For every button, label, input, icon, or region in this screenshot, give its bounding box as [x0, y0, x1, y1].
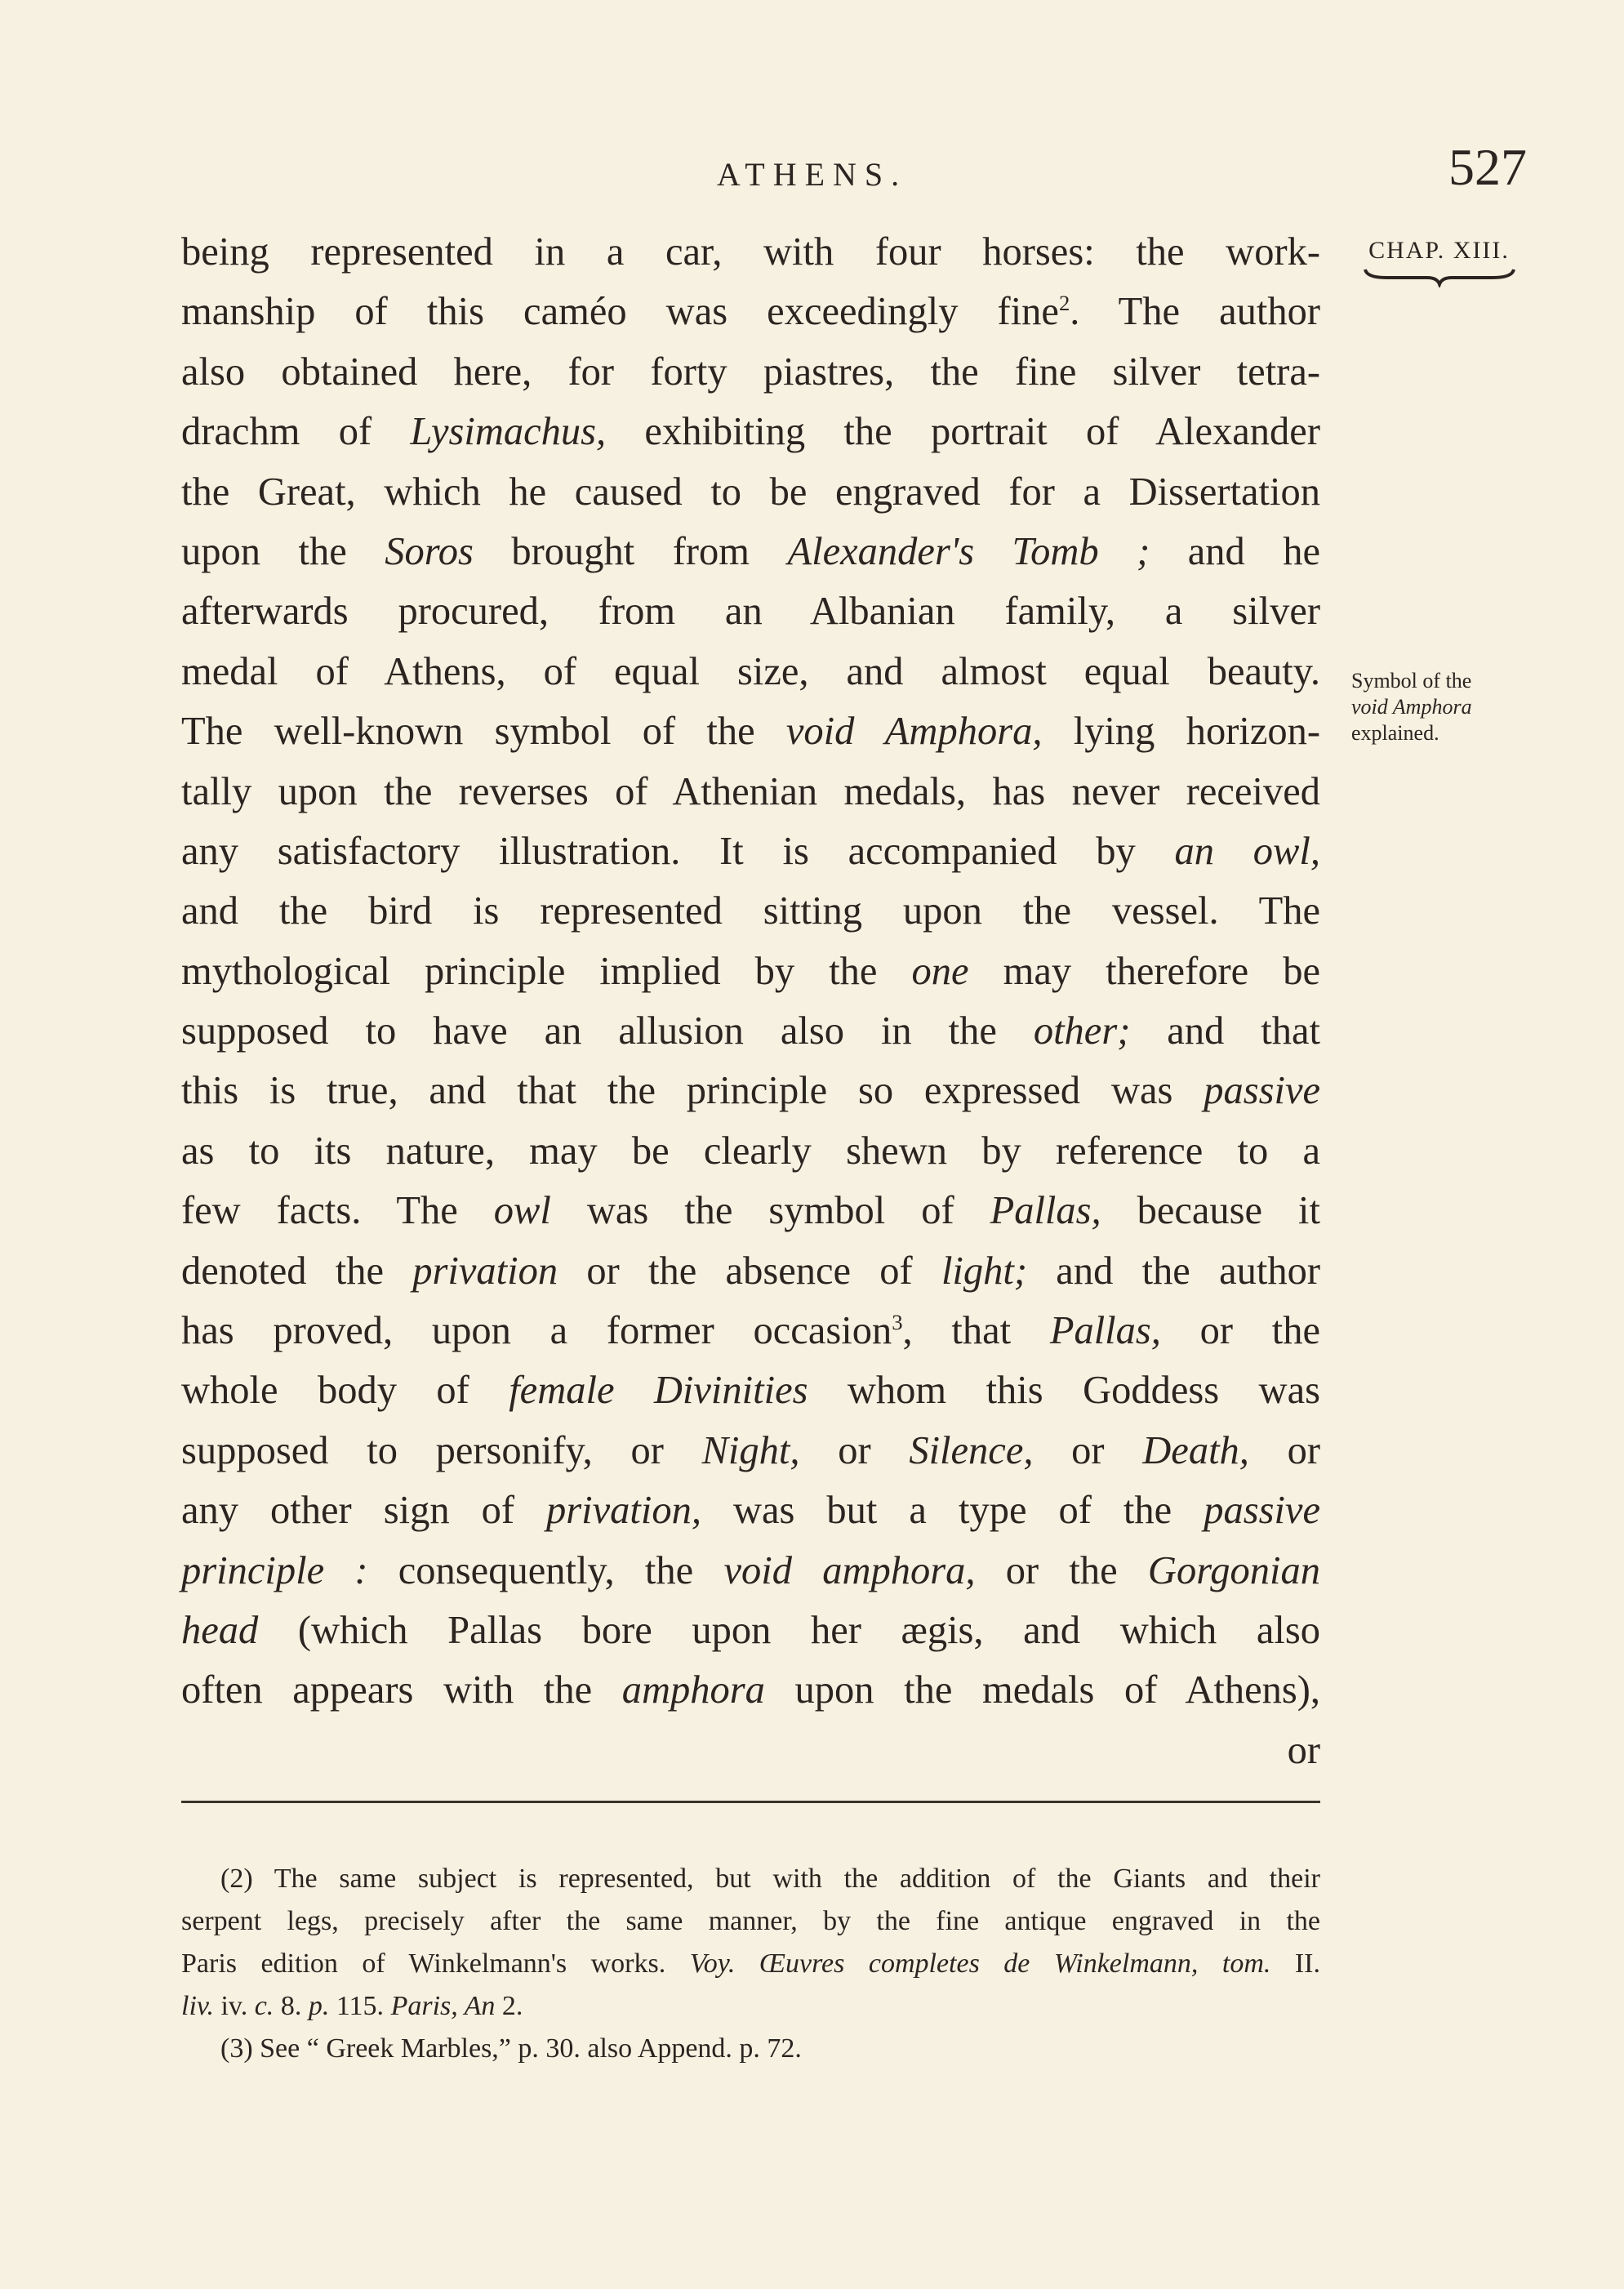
footnote-line: [181, 1985, 1320, 2028]
italic-text: Soros: [385, 529, 474, 573]
text-run: (2) The same subject is represented, but with the addition of the Giants and their: [220, 1864, 1320, 1894]
footnotes: [181, 1858, 1320, 2070]
italic-text: light;: [941, 1249, 1028, 1293]
footnote-ref: 2: [1058, 291, 1070, 316]
text-run: or: [1287, 1728, 1320, 1772]
italic-text: liv.: [181, 1991, 214, 2021]
italic-text: other;: [1033, 1009, 1131, 1053]
italic-text: an owl,: [1174, 829, 1320, 873]
text-run: . The author: [1070, 290, 1320, 334]
body-line: [181, 402, 1320, 461]
text-run: denoted the: [181, 1249, 413, 1293]
text-run: or the absence of: [558, 1249, 941, 1293]
text-run: upon the medals of Athens),: [764, 1668, 1321, 1712]
body-line: [181, 462, 1320, 522]
text-run: 8.: [274, 1991, 309, 2021]
text-run: iv.: [213, 1991, 255, 2021]
italic-text: c.: [254, 1991, 274, 2021]
text-run: serpent legs, precisely after the same manner, by the fine antique engraved in the: [181, 1906, 1320, 1936]
footnote-ref: 3: [892, 1309, 903, 1334]
text-run: 115.: [329, 1991, 391, 2021]
text-run: supposed to personify, or: [181, 1428, 702, 1472]
italic-text: Lysimachus,: [410, 410, 607, 454]
body-line: [181, 1241, 1320, 1301]
text-run: 2.: [495, 1991, 523, 2021]
chapter-label: CHAP. XIII.: [1368, 237, 1510, 264]
footnote-line: [181, 2028, 1320, 2070]
body-line: [181, 222, 1320, 282]
text-run: The well-known symbol of the: [181, 710, 786, 754]
text-run: brought from: [473, 529, 788, 573]
italic-text: Alexander's Tomb ;: [787, 529, 1150, 573]
italic-text: principle :: [181, 1548, 368, 1592]
italic-text: Night,: [701, 1428, 800, 1472]
text-run: because it: [1101, 1189, 1320, 1233]
italic-text: void amphora,: [723, 1548, 976, 1592]
italic-text: void Amphora,: [785, 710, 1043, 754]
text-run: (3) See “ Greek Marbles,” p. 30. also Append. p. 72.: [220, 2033, 802, 2064]
text-run: or: [1248, 1428, 1321, 1472]
body-line: [181, 1001, 1320, 1061]
body-text: [181, 222, 1320, 1780]
text-run: whom this Goddess was: [808, 1369, 1320, 1413]
brace-ornament: [1362, 266, 1517, 287]
marginal-note-line: void Amphora: [1351, 695, 1472, 719]
body-line: [181, 822, 1320, 881]
body-line: [181, 1481, 1320, 1540]
body-line: [181, 282, 1320, 341]
text-run: consequently, the: [367, 1548, 724, 1592]
italic-text: passive: [1204, 1489, 1320, 1533]
marginal-note-line: Symbol of the: [1351, 669, 1472, 692]
text-run: often appears with the: [181, 1668, 622, 1712]
italic-text: Pallas,: [1049, 1309, 1161, 1353]
body-line: [181, 1601, 1320, 1660]
text-run: exhibiting the portrait of Alexander: [606, 410, 1320, 454]
italic-text: Paris, An: [390, 1991, 496, 2021]
text-run: or the: [1160, 1309, 1320, 1353]
italic-text: privation: [412, 1249, 558, 1293]
text-run: mythological principle implied by the: [181, 949, 912, 993]
marginal-note: [1351, 668, 1523, 746]
text-run: or the: [975, 1548, 1148, 1592]
text-run: lying horizon-: [1042, 710, 1320, 754]
text-run: or: [1033, 1428, 1143, 1472]
body-line: [181, 1660, 1320, 1720]
text-run: manship of this caméo was exceedingly fine: [181, 290, 1059, 334]
italic-text: amphora: [621, 1668, 765, 1712]
body-line: [181, 342, 1320, 402]
text-run: any other sign of: [181, 1489, 547, 1533]
italic-text: privation,: [546, 1489, 701, 1533]
text-run: or: [799, 1428, 910, 1472]
italic-text: female Divinities: [509, 1369, 808, 1413]
body-line: [181, 701, 1320, 761]
text-run: supposed to have an allusion also in the: [181, 1009, 1034, 1053]
text-run: and the bird is represented sitting upon the vessel. The: [181, 889, 1320, 933]
text-run: few facts. The: [181, 1189, 494, 1233]
text-run: tally upon the reverses of Athenian medals, has never received: [181, 769, 1320, 813]
footnote-line: [181, 1858, 1320, 1900]
italic-text: head: [181, 1608, 259, 1652]
body-line: [181, 1541, 1320, 1601]
italic-text: Death,: [1142, 1428, 1249, 1472]
body-line: [181, 581, 1320, 641]
page-number: 527: [1448, 138, 1527, 196]
text-run: upon the: [181, 529, 385, 573]
text-run: was but a type of the: [701, 1489, 1204, 1533]
running-head: ATHENS.: [716, 156, 908, 193]
italic-text: p.: [308, 1991, 330, 2021]
text-run: any satisfactory illustration. It is accompanied by: [181, 829, 1175, 873]
text-run: afterwards procured, from an Albanian family, a silver: [181, 590, 1320, 634]
marginal-note-line: explained.: [1351, 721, 1439, 745]
text-run: has proved, upon a former occasion: [181, 1309, 892, 1353]
text-run: being represented in a car, with four horses: the work-: [181, 230, 1320, 274]
text-run: may therefore be: [968, 949, 1320, 993]
italic-text: one: [911, 949, 969, 993]
body-line: [181, 881, 1320, 941]
text-run: also obtained here, for forty piastres, the fine silver tetra-: [181, 350, 1320, 394]
chapter-sidenote: [1359, 237, 1519, 287]
body-line: [181, 942, 1320, 1001]
text-run: II.: [1270, 1948, 1320, 1979]
body-line: [181, 1360, 1320, 1420]
footnote-line: [181, 1900, 1320, 1943]
body-line: [181, 1061, 1320, 1120]
footnote-line: [181, 1943, 1320, 1985]
text-run: medal of Athens, of equal size, and almost equal beauty.: [181, 649, 1320, 693]
body-line: [181, 1301, 1320, 1360]
body-line: [181, 1121, 1320, 1181]
italic-text: Silence,: [909, 1428, 1034, 1472]
text-run: and that: [1130, 1009, 1320, 1053]
text-run: drachm of: [181, 410, 411, 454]
italic-text: Gorgonian: [1147, 1548, 1320, 1592]
body-line: [181, 1721, 1320, 1780]
body-line: [181, 1181, 1320, 1240]
text-run: and the author: [1027, 1249, 1320, 1293]
italic-text: Voy. Œuvres completes de Winkelmann, tom.: [689, 1948, 1271, 1979]
italic-text: owl: [493, 1189, 551, 1233]
body-line: [181, 522, 1320, 581]
text-run: and he: [1150, 529, 1320, 573]
italic-text: passive: [1204, 1069, 1320, 1113]
text-run: the Great, which he caused to be engraved for a Dissertation: [181, 470, 1320, 514]
text-run: this is true, and that the principle so expressed was: [181, 1069, 1204, 1113]
text-run: (which Pallas bore upon her ægis, and which also: [258, 1608, 1320, 1652]
italic-text: Pallas,: [990, 1189, 1101, 1233]
body-line: [181, 1421, 1320, 1481]
text-run: Paris edition of Winkelmann's works.: [181, 1948, 690, 1979]
text-run: whole body of: [181, 1369, 509, 1413]
body-line: [181, 642, 1320, 701]
body-line: [181, 762, 1320, 822]
text-run: was the symbol of: [550, 1189, 990, 1233]
footnote-rule: [181, 1801, 1320, 1803]
text-run: as to its nature, may be clearly shewn by reference to a: [181, 1129, 1320, 1173]
text-run: , that: [902, 1309, 1050, 1353]
